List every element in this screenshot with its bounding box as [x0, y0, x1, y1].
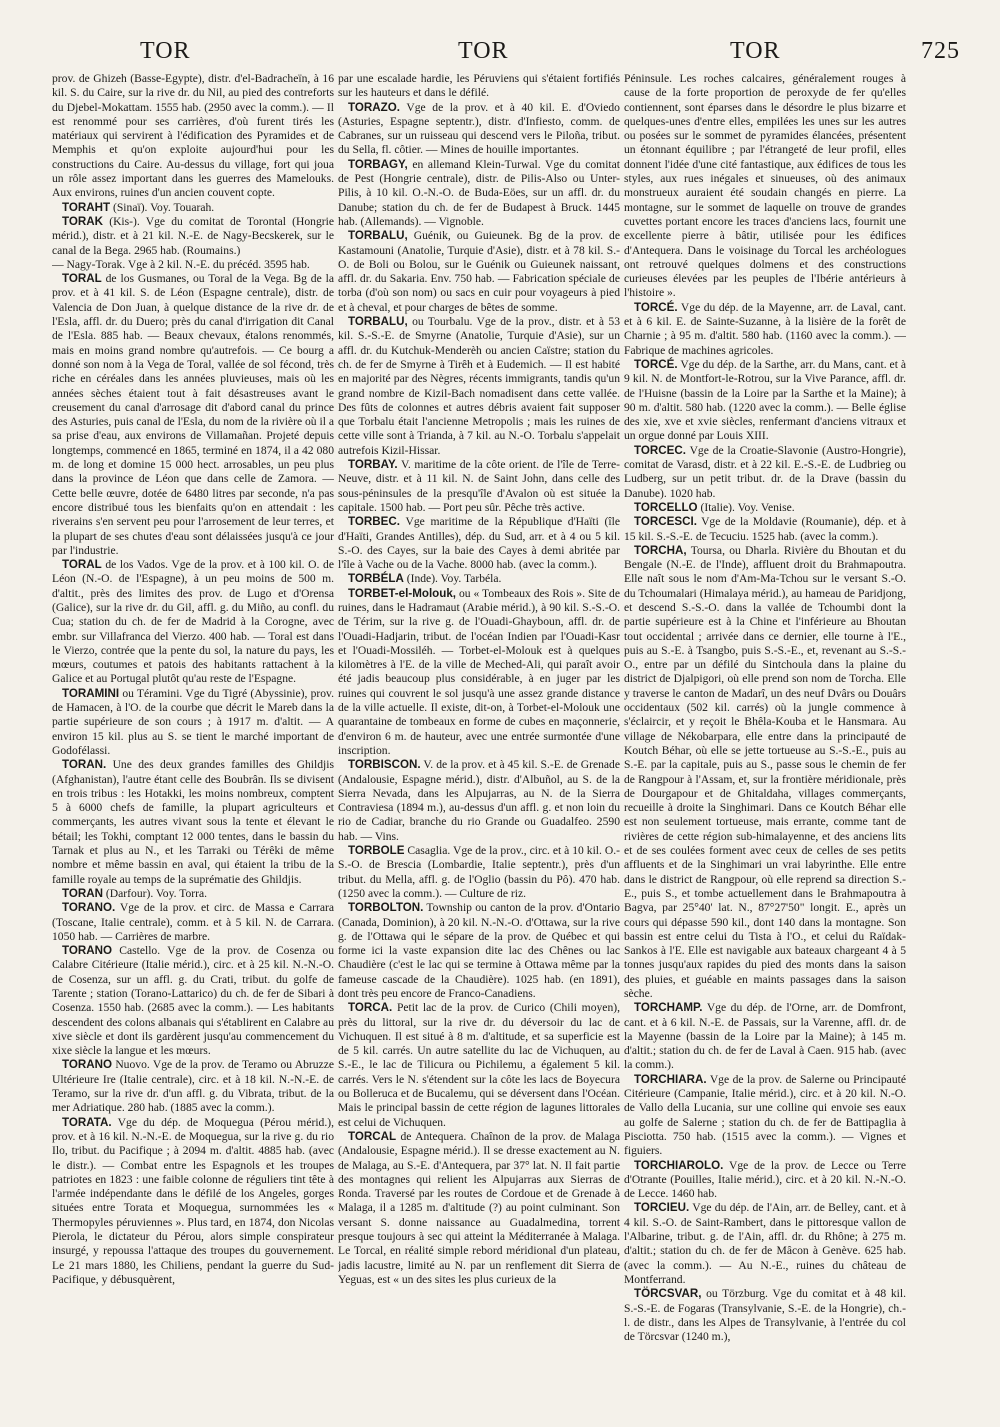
- entry-headword: TORBALU,: [348, 229, 408, 243]
- text-column-2: [338, 72, 620, 1372]
- entry-headword: TORCA.: [348, 1001, 393, 1015]
- entry-headword: TORCAL: [348, 1129, 397, 1143]
- entry-headword: TORAZO.: [348, 100, 400, 114]
- entry-headword: TORBISCON.: [348, 758, 421, 772]
- dictionary-entry: [624, 544, 906, 1002]
- dictionary-entry: [338, 72, 620, 101]
- entry-headword: TORCHA,: [634, 543, 687, 557]
- entry-text: Guénik, ou Guieunek. Bg de la prov. de Kastamouni (Anatolie, Turquie d'Asie), distr. et à 78 kil. S.-O. de Boli ou Bolou, sur le Guénik ou Guieunek naissant, affl. dr. du Sakaria. Env. 750 hab. — Fabrication spéciale de torba (d'où son nom) ou sacs en cuir pour voyageurs à pied et à cheval, et pour charges de bêtes de somme.: [338, 229, 620, 314]
- entry-headword: TORBAY.: [348, 458, 398, 472]
- entry-text: ou « Tombeaux des Rois ». Site de ruines, dans le Hadramaut (Arabie mérid.), à 90 kil. S.-S.-O. de Térim, sur la rive g. de l'Ouadi-Ghayboun, affl. dr. de l'Ouadi-Hadjarin, tribut. de l'océan Indien par l'Ouadi-Kasr et l'Ouadi-Mossiléh. — Torbet-el-Molouk est à quelques kilomètres à l'E. de la ville de Meched-Ali, qui paraît avoir été jadis beaucoup plus considérable, à en juger par les ruines qui couvrent le sol jusqu'à une assez grande distance de la ville actuelle. Il existe, dit-on, à Torbet-el-Molouk une quarantaine de tombeaux en forme de cubes en maçonnerie, d'environ 6 m. de hauteur, avec une entrée surmontée d'une inscription.: [338, 586, 620, 757]
- entry-text: — Nagy-Torak. Vge à 2 kil. N.-E. du précéd. 3595 hab.: [52, 257, 310, 271]
- header-left-guide-word: TOR: [140, 38, 191, 64]
- entry-text: Vge de la prov. de Salerne ou Principauté Citérieure (Campanie, Italie mérid.), circ. et à 20 kil. N.-O. de Vallo della Lucania, sur une colline qui envoie ses eaux au golfe de Salerne ; station du ch. de fer de Battipaglia à Pisciotta. 750 hab. (1515 avec la comm.). — Vignes et figuiers.: [624, 1072, 906, 1158]
- dictionary-entry: [338, 515, 620, 572]
- entry-text: Vge de la prov. et circ. de Massa e Carrara (Toscane, Italie centrale), comm. et à 5 kil. N. de Carrara. 1050 hab. — Carrières de marbre.: [52, 901, 334, 943]
- entry-headword: TORCÉ.: [634, 300, 678, 314]
- entry-text: de los Vados. Vge de la prov. et à 100 kil. O. de Léon (N.-O. de l'Espagne), à un peu moins de 500 m. d'altit., près des limites des prov. de Lugo et d'Orensa (Galice), sur la rive dr. du Gil, affl. g. du Miño, au confl. du Cua; station du ch. de fer de Madrid à la Corogne, avec embr. sur Villafranca del Vierzo. 400 hab. — Toral est dans le Vierzo, contrée que la pente du sol, la nature du pays, les mœurs, coutumes et patois des habitants rattachent à la Galice et au Portugal plutôt qu'au reste de l'Espagne.: [52, 558, 334, 686]
- entry-text: Vge de la Moldavie (Roumanie), dép. et à 15 kil. S.-S.-E. de Tecuciu. 1525 hab. (avec la comm.).: [624, 515, 906, 543]
- entry-headword: TORBEC.: [348, 515, 400, 529]
- entry-headword: TORANO: [62, 1058, 113, 1072]
- entry-headword: TORAL: [62, 558, 102, 572]
- entry-text: Nuovo. Vge de la prov. de Teramo ou Abruzze Ultérieure Ire (Italie centrale), circ. et à 18 kil. N.-N.-E. de Teramo, sur la rive dr. d'un affl. g. du Vibrata, tribut. de la mer Adriatique. 280 hab. (1885 avec la comm.).: [52, 1058, 334, 1115]
- entry-headword: TORCHIARA.: [634, 1072, 707, 1086]
- entry-text: Une des deux grandes familles des Ghildjis (Afghanistan), l'autre étant celle des Boubrân. Ils se divisent en trois tribus : les Hotakki, les moins nombreux, comptent 5 à 6000 chefs de famille, la plupart agriculteurs et commerçants, les autres vivant sous la tente et élevant le bétail; les Tokhi, comptant 12 000 tentes, dans le bassin du Tarnak et plus au N., et les Tarraki ou Térêki de même nombre et même bassin en aval, qui étaient la tribu de la famille royale au temps de la suprématie des Ghildjis.: [52, 758, 334, 886]
- entry-text: V. maritime de la côte orient. de l'île de Terre-Neuve, distr. et à 11 kil. N. de Saint John, dans celle des sous-péninsules de la presqu'île d'Avalon où est située la capitale. 1500 hab. — Port peu sûr. Pêche très active.: [338, 458, 620, 514]
- text-column-3: [624, 72, 906, 1372]
- entry-headword: TORBOLTON.: [348, 901, 424, 915]
- entry-text: (Italie). Voy. Venise.: [700, 500, 795, 514]
- dictionary-entry: [624, 358, 906, 444]
- entry-text: Petit lac de la prov. de Curico (Chili moyen), près du littoral, sur la rive dr. du déversoir du lac de Vichuquen. Il est situé à 8 m. d'altitude, et sa superficie est de 5 kil. carrés. Un autre satellite du lac de Vichuquen, au S.-E., le lac de Tilicura ou Pichilemu, a également 5 kil. carrés. Vers le N. s'étendent sur la côte les lacs de Boyecura ou Bolleruca et de Bucalemu, qui se déversent dans l'Océan. Mais le principal bassin de cette région de lagunes littorales est celui de Vichuquen.: [338, 1001, 620, 1129]
- dictionary-entry: [338, 101, 620, 158]
- dictionary-entry: [338, 1130, 620, 1287]
- dictionary-entry: [624, 1073, 906, 1159]
- dictionary-entry: [52, 201, 334, 215]
- entry-headword: TORBAGY,: [348, 157, 408, 171]
- entry-headword: TORCELLO: [634, 500, 698, 514]
- entry-text: ou Törzburg. Vge du comitat et à 48 kil. S.-S.-E. de Fogaras (Transylvanie, S.-E. de la Hongrie), ch.-l. de distr., dans les Alpes de Transylvanie, à l'entrée du col de Törcsvar (1240 m.),: [624, 1287, 906, 1344]
- entry-text: Vge maritime de la République d'Haïti (île d'Haïti, Grandes Antilles), dép. du Sud, arr. et à 4 ou 5 kil. S.-O. des Cayes, sur la baie des Cayes à demi abritée par l'île à Vache ou de la Vache. 8000 hab. (avec la comm.).: [338, 515, 620, 572]
- entry-headword: TORATA.: [62, 1115, 112, 1129]
- entry-headword: TORANO: [62, 944, 113, 958]
- entry-text: Vge de la prov. et à 40 kil. E. d'Oviedo (Asturies, Espagne septentr.), distr. d'Infiesto, comm. de Cabranes, sur un ruisseau qui descend vers le Piloña, tribut. du Sella, fl. côtier. — Mines de houille importantes.: [338, 100, 620, 157]
- header-center-guide-word: TOR: [458, 38, 509, 64]
- dictionary-entry: [52, 1058, 334, 1115]
- entry-text: Péninsule. Les roches calcaires, généralement rouges à cause de la forte proportion de peroxyde de fer qu'elles contiennent, sont éparses dans le désordre le plus bizarre et quelques-unes d'entre elles, empilées les unes sur les autres ou posées sur le sommet de pyramides élancées, présentent un étonnant équilibre ; par l'étrangeté de leur profil, elles donnent l'idée d'une cité fantastique, aux édifices de tous les styles, aux rues inégales et sinueuses, où des animaux monstrueux auraient été soudain changés en pierre. La montagne, sur le sommet de laquelle on trouve de grandes cuvettes portant encore les traces d'anciens lacs, fournit une excellente pierre à bâtir, utilisée pour les édifices d'Antequera. Dans le voisinage du Torcal les archéologues ont retrouvé quelques dolmens et des constructions curieuses élevées par les peuples de l'Ibérie antérieurs à l'histoire ».: [624, 72, 906, 300]
- dictionary-entry: [624, 1201, 906, 1287]
- entry-text: Toursa, ou Dharla. Rivière du Bhoutan et du Bengale (N.-E. de l'Inde), affluent droit du Brahmapoutra. Elle naît sous le nom d'Am-Ma-Tchou sur le versant S.-O. du Tchoumalari (Himalaya mérid.), au hameau de Paridjong, et descend S.-S.-O. dans la vallée de Tchoumbi dont la partie supérieure est à la Chine et l'inférieure au Bhoutan tout occidental ; arrivée dans ce dernier, elle tourne à l'E., puis au S.-E. à Tsangbo, puis S.-S.-E., et, revenant au S.-S.-O., entre par un défilé du Sintchoula dans la plaine du district de Djalpigori, où elle prend son nom de Torcha. Elle y traverse le canton de Madarî, un des neuf Dvârs ou Douârs occidentaux (502 kil. carrés) où la jungle commence à s'éclaircir, et y reçoit le Bhêla-Kouba et le Hansmara. Au village de Nékobarpara, elle entre dans la principauté de Koutch Béhar, où elle se jette tortueuse au S.-S.-E., puis au S.-E. par la capitale, puis au S., passe sous le chemin de fer de Rangpour à l'Assam, et, sur la frontière méridionale, près de Dourgapour et de Ghitaldaha, villages commerçants, recueille à droite la Singhimari. Dans ce Koutch Béhar elle est non seulement tortueuse, mais errante, comme tant de rivières de cette région sub-himalayenne, et des anciens lits et de ses coulées forment avec ceux de celles de ses petits affluents et de la Singhimari un vrai labyrinthe. Elle entre dans le district de Rangpour, où elle reprend sa direction S.-E., puis S., et tombe actuellement dans le Brahmapoutra à Bagva, par 25°40' lat. N., 87°27'50" longit. E., après un cours qui dépasse 590 kil., dont 140 dans la montagne. Son bassin est entre celui du Tista à l'O., et celui du Raïdak-Sankos à l'E. Elle est navigable aux bateaux chargeant 4 à 5 tonnes jusqu'aux rapides du pied des monts dans la saison des pluies, et guéable en maints passages dans la saison sèche.: [624, 543, 906, 1000]
- dictionary-entry: [338, 158, 620, 229]
- entry-headword: TORCESCI.: [634, 515, 697, 529]
- dictionary-entry: [624, 301, 906, 358]
- dictionary-entry: [624, 515, 906, 544]
- entry-text: Vge du dép. de l'Orne, arr. de Domfront, cant. et à 6 kil. N.-E. de Passais, sur la Varenne, affl. dr. de la Mayenne (bassin de la Loire par la Maine); à 145 m. d'altit.; station du ch. de fer de Laval à Caen. 915 hab. (avec la comm.).: [624, 1001, 906, 1072]
- entry-headword: TORAHT: [62, 200, 111, 214]
- entry-headword: TORANO.: [62, 901, 116, 915]
- entry-text: V. de la prov. et à 45 kil. S.-E. de Grenade (Andalousie, Espagne mérid.), distr. d'Albuñol, au S. de la Sierra Nevada, dans les Alpujarras, au N. de la Sierra Contraviesa (1894 m.), au-dessus d'un affl. g. et non loin du rio de Cadiar, branche du rio Grande ou Guadalfeo. 2590 hab. — Vins.: [338, 758, 620, 843]
- entry-headword: TORAN: [62, 886, 104, 900]
- dictionary-entry: [338, 587, 620, 759]
- entry-headword: TORAMINI: [62, 686, 120, 700]
- dictionary-entry: [338, 758, 620, 844]
- dictionary-entry: [338, 458, 620, 515]
- entry-headword: TORBOLE: [348, 844, 405, 858]
- entry-text: (Inde). Voy. Tarbéla.: [406, 572, 502, 586]
- dictionary-entry: [624, 501, 906, 515]
- dictionary-entry: [338, 572, 620, 586]
- dictionary-entry: [52, 758, 334, 887]
- dictionary-entry: [52, 272, 334, 558]
- entry-headword: TORAN.: [62, 758, 107, 772]
- dictionary-entry: [52, 944, 334, 1058]
- dictionary-entry: [52, 887, 334, 901]
- entry-text: Township ou canton de la prov. d'Ontario (Canada, Dominion), à 20 kil. N.-N.-O. d'Ottawa, sur la rive g. de l'Ottawa qui le sépare de la prov. de Québec et qui forme ici la vaste expansion dite lac des Chênes ou lac Chaudière (c'est le lac qui se termine à Ottawa même par la fameuse cascade de la Chaudière). 1025 hab. (en 1891), dont très peu encore de Franco-Canadiens.: [338, 901, 620, 1000]
- text-column-1: [52, 72, 334, 1372]
- entry-text: (Kis-). Vge du comitat de Torontal (Hongrie mérid.), distr. et à 21 kil. N.-E. de Nagy-Becskerek, sur le canal de la Bega. 2965 hab. (Roumains.): [52, 214, 334, 257]
- entry-text: prov. de Ghizeh (Basse-Egypte), distr. d'el-Badracheïn, à 16 kil. S. du Caire, sur la rive dr. du Nil, au pied des contreforts du Djebel-Mokattam. 1555 hab. (2950 avec la comm.). — Il est renommé pour ses carrières, d'où furent tirés les matériaux qui servirent à l'édification des Pyramides et de Memphis et qu'on exploite aujourd'hui pour les constructions du Caire. Au-dessus du village, fort qui joua un rôle assez important dans les guerres des Mamelouks. Aux environs, ruines d'un ancien couvent copte.: [52, 72, 334, 200]
- header-right-guide-word: TOR: [730, 38, 781, 64]
- entry-headword: TORCHIAROLO.: [634, 1158, 724, 1172]
- entry-headword: TORAL: [62, 272, 102, 286]
- entry-text: Vge du dép. de l'Ain, arr. de Belley, cant. et à 4 kil. S.-O. de Saint-Rambert, dans le pittoresque vallon de l'Albarine, tribut. g. de l'Ain, affl. dr. du Rhône; à 275 m. d'altit.; station du ch. de fer de Mâcon à Genève. 625 hab. (avec la comm.). — Au N.-E., ruines du château de Montferrand.: [624, 1201, 906, 1286]
- dictionary-entry: [52, 1116, 334, 1288]
- dictionary-entry: [52, 258, 334, 272]
- dictionary-entry: [52, 687, 334, 758]
- page-number: 725: [921, 38, 960, 64]
- dictionary-entry: [624, 1287, 906, 1344]
- dictionary-entry: [52, 558, 334, 687]
- dictionary-entry: [624, 1159, 906, 1202]
- entry-text: (Sinaï). Voy. Touarah.: [113, 200, 215, 214]
- entry-text: Vge du dép. de la Sarthe, arr. du Mans, cant. et à 9 kil. N. de Montfort-le-Rotrou, sur la Vive Parance, affl. dr. de l'Huisne (bassin de la Loire par la Sarthe et la Maine); à 90 m. d'altit. 580 hab. (1220 avec la comm.). — Belle église des xie, xve et xvie siècles, renfermant d'anciens vitraux et un orgue donné par Louis XIII.: [624, 357, 906, 443]
- dictionary-entry: [52, 901, 334, 944]
- entry-text: Vge de la Croatie-Slavonie (Austro-Hongrie), comitat de Varasd, distr. et à 22 kil. E.-S.-E. de Ludbrieg ou Ludberg, sur un petit tribut. dr. de la Drave (bassin du Danube). 1020 hab.: [624, 443, 906, 500]
- entry-text: ou Téramini. Vge du Tigré (Abyssinie), prov. de Hamacen, à l'O. de la courbe que décrit le Mareb dans la partie supérieure de son cours ; à 1917 m. d'altit. — A environ 15 kil. plus au S. se tient le marché important de Godofélassi.: [52, 686, 334, 757]
- entry-text: par une escalade hardie, les Péruviens qui s'étaient fortifiés sur les hauteurs et dans le défilé.: [338, 72, 620, 100]
- dictionary-entry: [52, 215, 334, 258]
- entry-text: de Antequera. Chaînon de la prov. de Malaga (Andalousie, Espagne mérid.). Il se dresse exactement au N. de Malaga, au S.-E. d'Antequera, par 37° lat. N. Il fait partie des montagnes qui relient les Alpujarras aux Sierras de Ronda. Traversé par les routes de Cordoue et de Grenade à Malaga, il a 1285 m. d'altitude (?) au point culminant. Son versant S. donne naissance au Guadalmedina, torrent presque toujours à sec qui atteint la Méditerranée à Malaga. Le Torcal, en réalité simple rebord méridional d'un plateau, jadis lacustre, limité au N. par un renflement dit Sierra de Yeguas, est « un des sites les plus curieux de la: [338, 1129, 620, 1286]
- entry-text: ou Tourbalu. Vge de la prov., distr. et à 53 kil. S.-S.-E. de Smyrne (Anatolie, Turquie d'Asie), sur un affl. dr. du Kutchuk-Menderèh ou ancien Caïstre; station du ch. de fer de Smyrne à Tirêh et à Eudemich. — Il est habité en majorité par des Nègres, récents immigrants, tandis qu'un grand nombre de Kizil-Bach nomadisent dans cette vallée. Des fûts de colonnes et autres débris avaient fait supposer que Torbalu était l'ancienne Metropolis ; mais les ruines de cette ville sont à Trianda, à 7 kil. au N.-O. Torbalu s'appelait autrefois Kizil-Hissar.: [338, 315, 620, 457]
- entry-headword: TORBÉLA: [348, 572, 404, 586]
- entry-headword: TORCEC.: [634, 443, 686, 457]
- entry-text: Vge du dép. de la Mayenne, arr. de Laval, cant. et à 6 kil. E. de Sainte-Suzanne, à la lisière de la forêt de Charnie ; à 95 m. d'altit. 580 hab. (1160 avec la comm.). — Fabrique de machines agricoles.: [624, 300, 906, 357]
- entry-text: Vge du dép. de Moquegua (Pérou mérid.), prov. et à 16 kil. N.-N.-E. de Moquegua, sur la rive g. du rio Ilo, tribut. du Pacifique ; à 2094 m. d'altit. 4885 hab. (avec le distr.). — Combat entre les Espagnols et les troupes patriotes en 1823 : une faible colonne de réguliers tint tête à l'armée indépendante dans le défilé de los Angeles, gorges situées entre Torata et Moquegua, surnommées les « Thermopyles péruviennes ». Plus tard, en 1874, don Nicolas Pierola, le dictateur du Pérou, alors simple conspirateur insurgé, y repoussa l'attaque des troupes du gouvernement. Le 21 mars 1880, les Chiliens, pendant la guerre du Sud-Pacifique, y débusquèrent,: [52, 1115, 334, 1286]
- entry-headword: TORAK: [62, 214, 104, 228]
- dictionary-entry: [338, 229, 620, 315]
- entry-text: en allemand Klein-Turwal. Vge du comitat de Pest (Hongrie centrale), distr. de Pilis-Also ou Unter-Pilis, à 10 kil. O.-N.-O. de Buda-Eöes, sur un affl. dr. du Danube; station du ch. de fer de Budapest à Bruck. 1445 hab. (Allemands). — Vignoble.: [338, 157, 620, 228]
- dictionary-entry: [624, 1001, 906, 1072]
- dictionary-entry: [624, 72, 906, 301]
- dictionary-entry: [52, 72, 334, 201]
- entry-headword: TÖRCSVAR,: [634, 1287, 702, 1301]
- dictionary-entry: [338, 844, 620, 901]
- entry-text: de los Gusmanes, ou Toral de la Vega. Bg de la prov. et à 41 kil. S. de Léon (Espagne centrale), distr. de Valencia de Don Juan, à quelque distance de la rive dr. de l'Esla, affl. dr. du Duero; près du canal d'irrigation dit Canal de l'Esla. 885 hab. — Beaux chevaux, étalons renommés, mais en moins grand nombre qu'autrefois. — Ce bourg a donné son nom à la Vega de Toral, vallée de sol fécond, très riche en céréales dans les années pluvieuses, mais où les années sèches étaient tout à fait désastreuses avant le creusement du canal d'arrosage dit d'abord canal du prince des Asturies, puis canal de l'Esla, du nom de la rivière où il a sa prise d'eau, aux environs de Villamañan. Projeté depuis longtemps, commencé en 1865, terminé en 1874, il a 42 080 m. de long et domine 15 000 hect. arrosables, un peu plus dans la province de Léon que dans celle de Zamora. — Cette belle œuvre, dotée de 6480 litres par seconde, n'a pas encore distribué tous les bienfaits qu'on en attendait : les riverains s'en servent peu pour l'arrosement de leur terres, et la plupart de ses chutes d'eau sont délaissées jusqu'à ce jour par l'industrie.: [52, 272, 334, 557]
- entry-text: Vge de la prov. de Lecce ou Terre d'Otrante (Pouilles, Italie mérid.), circ. et à 20 kil. N.-N.-O. de Lecce. 1460 hab.: [624, 1158, 906, 1201]
- entry-text: (Darfour). Voy. Torra.: [105, 886, 208, 900]
- entry-text: Castello. Vge de la prov. de Cosenza ou Calabre Citérieure (Italie mérid.), circ. et à 25 kil. N.-N.-O. de Cosenza, sur un affl. g. du Crati, tribut. du golfe de Tarente ; station (Torano-Lattarico) du ch. de fer de Sibari à Cosenza. 1550 hab. (2685 avec la comm.). — Les habitants descendent des colons albanais qui s'établirent en Calabre au xive siècle et dont ils gardèrent jusqu'au commencement du xixe siècle la langue et les mœurs.: [52, 944, 334, 1058]
- dictionary-entry: [338, 901, 620, 1001]
- dictionary-entry: [624, 444, 906, 501]
- running-header: [140, 38, 960, 68]
- entry-text: Casaglia. Vge de la prov., circ. et à 10 kil. O.-S.-O. de Brescia (Lombardie, Italie septentr.), près d'un tribut. du Mella, affl. g. de l'Oglio (bassin du Pô). 470 hab. (1250 avec la comm.). — Culture de riz.: [338, 844, 620, 900]
- entry-headword: TORBALU,: [348, 315, 408, 329]
- dictionary-entry: [338, 315, 620, 458]
- dictionary-entry: [338, 1001, 620, 1130]
- entry-headword: TORBET-el-Molouk,: [348, 586, 456, 600]
- entry-headword: TORCÉ.: [634, 357, 678, 371]
- entry-headword: TORCIEU.: [634, 1201, 690, 1215]
- entry-headword: TORCHAMP.: [634, 1001, 703, 1015]
